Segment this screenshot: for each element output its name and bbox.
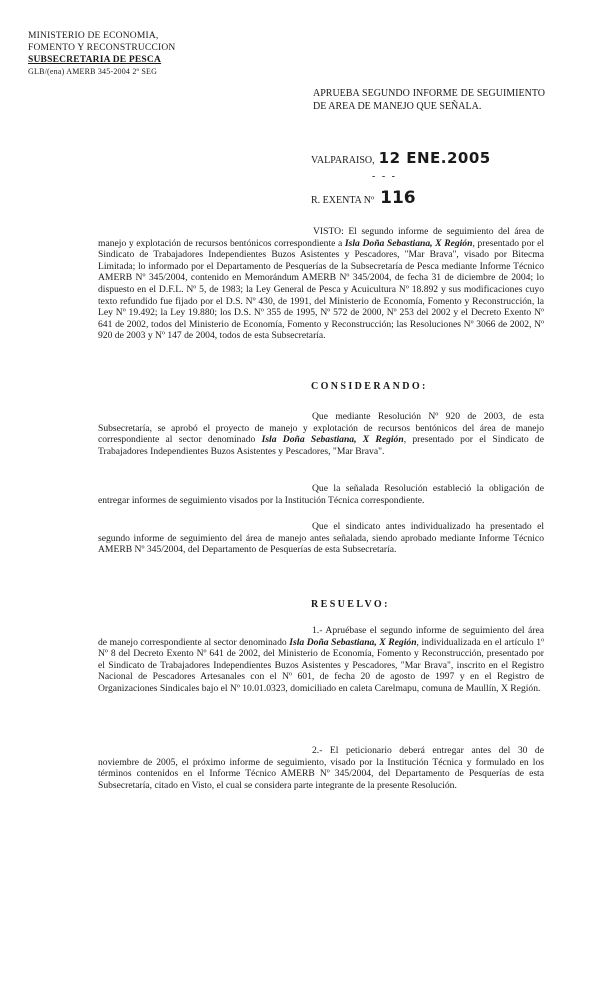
- letterhead-ministry-cont: FOMENTO Y RECONSTRUCCION: [28, 43, 176, 53]
- resolution-label: R. EXENTA Nº: [311, 195, 375, 206]
- resuelvo-heading: RESUELVO:: [311, 599, 390, 610]
- date-stamp: 12 ENE.2005: [378, 149, 491, 167]
- resolution-number: 116: [380, 188, 416, 208]
- date-line: [311, 149, 491, 167]
- visto-sector: Isla Doña Sebastiana, X Región: [344, 237, 473, 249]
- document-subject: APRUEBA SEGUNDO INFORME DE SEGUIMIENTO DE AREA DE MANEJO QUE SEÑALA.: [313, 88, 545, 112]
- letterhead-reference: GLB/(ena) AMERB 345-2004 2º SEG: [28, 67, 158, 76]
- resolution-number-line: [311, 188, 416, 208]
- letterhead-subsecretaria: SUBSECRETARIA DE PESCA: [28, 55, 162, 65]
- considerando-paragraph-3: Que el sindicato antes individualizado ha presentado el segundo informe de seguimiento del área de manejo antes señalada, siendo aprobado mediante Informe Técnico AMERB Nº 345/2004, del Departamento de Pesquerías de esta Subsecretaría.: [98, 521, 544, 556]
- considerando-heading: CONSIDERANDO:: [311, 381, 428, 392]
- considerando-paragraph-1: Que mediante Resolución Nº 920 de 2003, de esta Subsecretaría, se aprobó el proyecto de manejo y explotación de recursos bentónicos del área de manejo correspondiente al sector denominado Isla Doña Sebastiana, X Región, presentado por el Sindicato de Trabajadores Independientes Buzos Asistentes y Pescadores, "Mar Brava".: [98, 411, 544, 457]
- visto-paragraph: VISTO: El segundo informe de seguimiento del área de manejo y explotación de recursos bentónicos correspondiente a Isla Doña Sebastiana, X Región, presentado por el Sindicato de Trabajadores Independientes Buzos Asistentes y Pescadores, "Mar Brava", visado por Bitecma Limitada; lo informado por el Departamento de Pesquerías de la Subsecretaría de Pesca mediante Informe Técnico AMERB Nº 345/2004, contenido en Memorándum AMERB Nº 345/2004, de fecha 31 de diciembre de 2004; lo dispuesto en el D.F.L. Nº 5, de 1983; la Ley General de Pesca y Acuicultura Nº 18.892 y sus modificaciones cuyo texto refundido fue fijado por el D.S. Nº 430, de 1991, del Ministerio de Economía, Fomento y Reconstrucción, la Ley Nº 19.492; la Ley 19.880; los D.S. Nº 355 de 1995, Nº 572 de 2000, Nº 253 del 2002 y el Decreto Exento Nº 641 de 2002, todos del Ministerio de Economía, Fomento y Reconstrucción; las Resoluciones Nº 3066 de 2002, Nº 920 de 2003 y Nº 147 de 2004, todos de esta Subsecretaría.: [98, 226, 544, 342]
- resuelvo-paragraph-2: 2.- El peticionario deberá entregar antes del 30 de noviembre de 2005, el próximo informe de seguimiento, visado por la Institución Técnica y formulado en los términos contenidos en el Informe Técnico AMERB Nº 345/2004, del Departamento de Pesquerías de esta Subsecretaría, citado en Visto, el cual se considera parte integrante de la presente Resolución.: [98, 745, 544, 791]
- considerando-sector: Isla Doña Sebastiana, X Región: [261, 434, 404, 446]
- date-place: VALPARAISO,: [311, 155, 375, 166]
- letterhead: [28, 30, 176, 78]
- resuelvo-paragraph-1: 1.- Apruébase el segundo informe de seguimiento del área de manejo correspondiente al sector denominado Isla Doña Sebastiana, X Región, individualizada en el artículo 1º Nº 8 del Decreto Exento Nº 641 de 2002, del Ministerio de Economía, Fomento y Reconstrucción, presentado por el Sindicato de Trabajadores Independientes Buzos Asistentes y Pescadores, "Mar Brava", inscrito en el Registro Nacional de Pescadores Artesanales con el Nº 601, de fecha 20 de agosto de 1997 y en el Registro de Organizaciones Sindicales bajo el Nº 10.01.0323, domiciliado en caleta Carelmapu, comuna de Maullín, X Región.: [98, 625, 544, 694]
- resuelvo-sector: Isla Doña Sebastiana, X Región: [289, 636, 417, 648]
- letterhead-ministry: MINISTERIO DE ECONOMIA,: [28, 31, 159, 41]
- date-dashes: - - -: [372, 171, 397, 182]
- considerando-paragraph-2: Que la señalada Resolución estableció la obligación de entregar informes de seguimiento visados por la Institución Técnica correspondiente.: [98, 483, 544, 506]
